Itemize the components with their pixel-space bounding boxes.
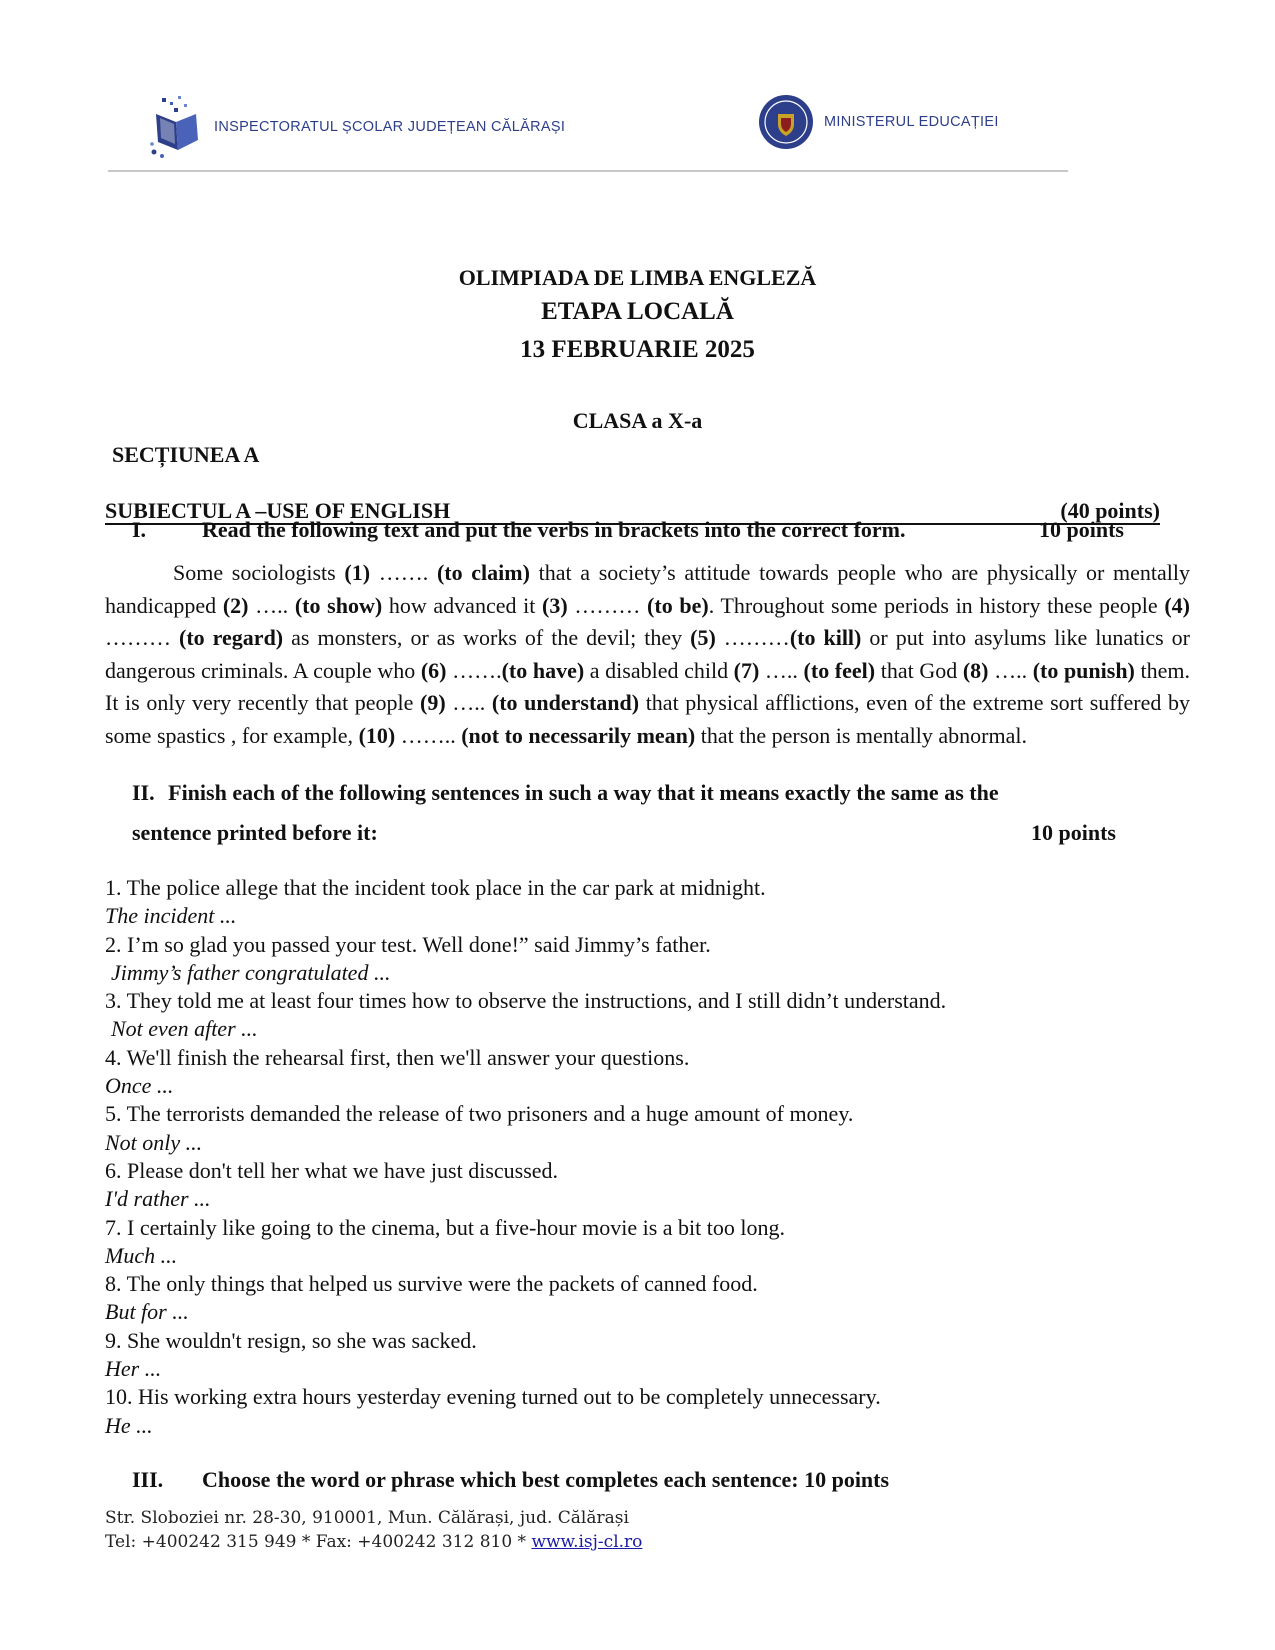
- exercise-3-numeral: III.: [132, 1467, 164, 1492]
- sentence-prompt: Not only ...: [105, 1129, 203, 1155]
- ministry-branding: [758, 94, 999, 150]
- sentence-prompt: Jimmy’s father congratulated ...: [111, 959, 391, 985]
- sentence-original: 9. She wouldn't resign, so she was sacked.: [105, 1327, 477, 1353]
- sentence-prompt: He ...: [105, 1412, 153, 1438]
- footer-address: Str. Sloboziei nr. 28-30, 910001, Mun. Călărași, jud. Călărași: [105, 1508, 629, 1528]
- sentence-original: 4. We'll finish the rehearsal first, then we'll answer your questions.: [105, 1044, 690, 1070]
- exercise-2-heading: [132, 780, 1132, 806]
- sentence-original: 2. I’m so glad you passed your test. Well done!” said Jimmy’s father.: [105, 931, 711, 957]
- exercise-1-points: 10 points: [1039, 517, 1124, 542]
- exercise-2-numeral: II.: [132, 780, 155, 805]
- exercise-2-points: 10 points: [1031, 820, 1116, 845]
- exercise-2-instruction-line1: Finish each of the following sentences in such a way that it means exactly the same as the: [168, 780, 999, 805]
- sentence-prompt: Much ...: [105, 1242, 178, 1268]
- sentence-original: 5. The terrorists demanded the release of two prisoners and a huge amount of money.: [105, 1101, 854, 1127]
- exercise-1-numeral: I.: [132, 517, 147, 542]
- sentence-original: 6. Please don't tell her what we have just discussed.: [105, 1157, 559, 1183]
- exercise-3-heading: [132, 1467, 1132, 1493]
- sentence-original: 7. I certainly like going to the cinema, but a five-hour movie is a bit too long.: [105, 1214, 786, 1240]
- footer-contact-line: [105, 1530, 642, 1554]
- exercise-1-instruction: Read the following text and put the verbs in brackets into the correct form.: [202, 517, 906, 542]
- class-level: CLASA a X-a: [572, 408, 703, 433]
- sentence-prompt: Once ...: [105, 1073, 174, 1099]
- sentence-original: 1. The police allege that the incident took place in the car park at midnight.: [105, 875, 766, 900]
- exercise-1-text: Some sociologists (1) ……. (to claim) that a society’s attitude towards people who are physically or mentally handicapped (2) ….. (to show) how advanced it (3) ……… (to be). Throughout some periods in history these people (4) ……… (to regard) as monsters, or as works of the devil; they (5) ………(to kill) or put into asylums like lunatics or dangerous criminals. A couple who (6) …….(to have) a disabled child (7) ….. (to feel) that God (8) ….. (to punish) them. It is only very recently that people (9) ….. (to understand) that physical afflictions, even of the extreme sort suffered by some spastics , for example, (10) …….. (not to necessarily mean) that the person is mentally abnormal.: [105, 560, 1190, 748]
- section-heading: SECȚIUNEA A: [112, 442, 260, 467]
- sentence-original: 3. They told me at least four times how to observe the instructions, and I still didn’t understand.: [105, 988, 947, 1014]
- header-divider: [108, 170, 1068, 172]
- isj-name: INSPECTORATUL ȘCOLAR JUDEȚEAN CĂLĂRAȘI: [214, 119, 566, 135]
- sentence-original: 10. His working extra hours yesterday evening turned out to be completely unnecessary.: [105, 1384, 881, 1410]
- exercise-2-heading-line2: [132, 820, 1132, 846]
- sentence-prompt: I'd rather ...: [105, 1186, 211, 1212]
- sentence-prompt: Her ...: [105, 1356, 162, 1382]
- isj-branding: [148, 92, 565, 162]
- olympiad-title: OLIMPIADA DE LIMBA ENGLEZĂ: [458, 265, 817, 290]
- ministry-name: MINISTERUL EDUCAȚIEI: [824, 114, 999, 130]
- ministry-seal-icon: [758, 94, 814, 150]
- exam-date: 13 FEBRUARIE 2025: [520, 336, 755, 363]
- subject-points: (40 points): [1060, 498, 1160, 523]
- exercise-1-heading: [132, 517, 1132, 543]
- sentence-prompt: But for ...: [105, 1299, 189, 1325]
- subject-label: SUBIECTUL A –USE OF ENGLISH: [105, 498, 451, 523]
- exercise-3-instruction: Choose the word or phrase which best completes each sentence: 10 points: [202, 1467, 890, 1492]
- stage-title: ETAPA LOCALĂ: [541, 298, 734, 325]
- sentence-prompt: The incident ...: [105, 903, 237, 929]
- page-footer: [105, 1506, 642, 1554]
- sentence-prompt: Not even after ...: [111, 1016, 258, 1042]
- footer-contact: Tel: +400242 315 949 * Fax: +400242 312 810 *: [105, 1532, 532, 1552]
- exercise-2-items: [105, 874, 1205, 1440]
- isj-book-logo-icon: [148, 92, 204, 162]
- website-link[interactable]: www.isj-cl.ro: [531, 1532, 643, 1552]
- letterhead: [108, 82, 1068, 174]
- exercise-2-instruction-line2: sentence printed before it:: [132, 820, 378, 845]
- sentence-original: 8. The only things that helped us survive were the packets of canned food.: [105, 1271, 758, 1297]
